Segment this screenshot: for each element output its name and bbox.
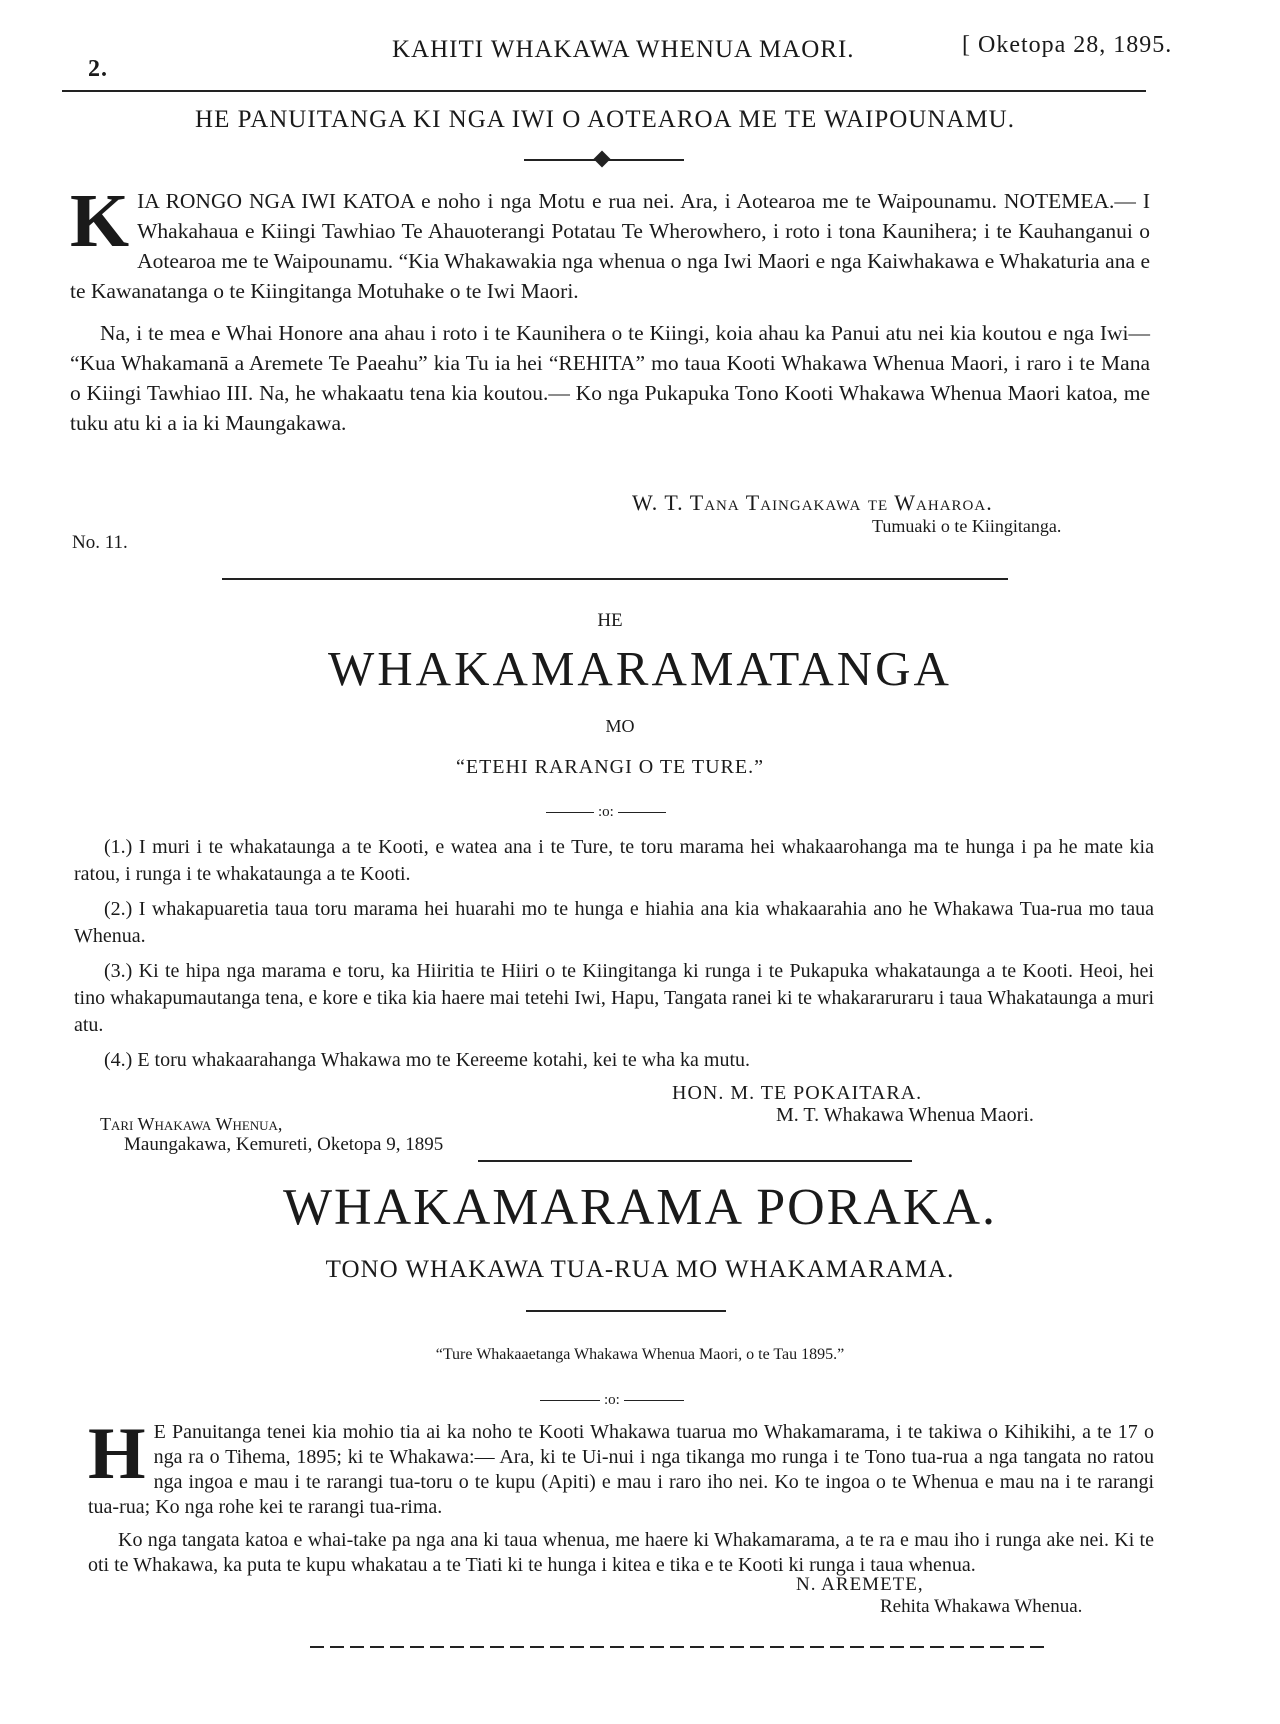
section-rule-2 bbox=[478, 1160, 912, 1162]
notice1-signatory: W. T. Tana Taingakawa te Waharoa. bbox=[632, 490, 993, 515]
notice3-subtitle: TONO WHAKAWA TUA-RUA MO WHAKAMARAMA. bbox=[325, 1256, 955, 1283]
header-rule bbox=[62, 90, 1146, 92]
notice3-signatory-title: Rehita Whakawa Whenua. bbox=[880, 1596, 1083, 1617]
divider-text: :o: bbox=[604, 1392, 620, 1408]
notice3-divider bbox=[540, 1392, 684, 1409]
notice2-signatory: HON. M. TE POKAITARA. bbox=[672, 1082, 923, 1104]
notice1-signatory-title: Tumuaki o te Kiingitanga. bbox=[872, 516, 1062, 536]
section-rule-1 bbox=[222, 578, 1008, 580]
notice2-item: (4.) E toru whakaarahanga Whakawa mo te Kereeme kotahi, kei te wha ka mutu. bbox=[104, 1049, 751, 1071]
header-date: [ Oketopa 28, 1895. bbox=[962, 32, 1173, 58]
notice1-heading: HE PANUITANGA KI NGA IWI O AOTEAROA ME TE WAIPOUNAMU. bbox=[195, 106, 1015, 133]
notice2-office: Tari Whakawa Whenua, bbox=[100, 1114, 283, 1134]
page-number: 2. bbox=[88, 56, 108, 82]
notice2-items bbox=[74, 834, 1154, 1082]
notice3-title: WHAKAMARAMA PORAKA. bbox=[282, 1179, 998, 1236]
notice3-paragraph-2: Ko nga tangata katoa e whai-take pa nga ana ki taua whenua, me haere ki Whakamarama, a te ra e mau iho i runga ake nei. Ki te oti te Whakawa, ka puta te kupu whakatau a te Tiati ki te hunga i kitea e tika e te Kooti ki runga i taua whenua. bbox=[88, 1529, 1154, 1576]
notice2-subtitle: “ETEHI RARANGI O TE TURE.” bbox=[456, 756, 764, 778]
footer-rule bbox=[310, 1646, 1050, 1648]
dropcap-k: K bbox=[70, 179, 130, 263]
notice1-paragraph-2: Na, i te mea e Whai Honore ana ahau i roto i te Kaunihera o te Kiingi, koia ahau ka Panui atu nei kia koutou e nga Iwi— “Kua Whakamanā a Aremete Te Paeahu” kia Tu ia hei “REHITA” mo taua Kooti Whakawa Whenua Maori, i raro i te Mana o Kiingi Tawhiao III. Na, he whakaatu tena kia koutou.— Ko nga Pukapuka Tono Kooti Whakawa Whenua Maori katoa, me tuku atu ki a ia ki Maungakawa. bbox=[70, 321, 1150, 435]
notice1-number: No. 11. bbox=[72, 532, 128, 553]
heading-ornament bbox=[524, 152, 684, 168]
notice2-title: WHAKAMARAMATANGA bbox=[328, 641, 952, 696]
notice2-item: (2.) I whakapuaretia taua toru marama hei huarahi mo te hunga e hiahia ana kia whakaarahia ano he Whakawa Tua-rua mo taua Whenua. bbox=[74, 898, 1154, 947]
divider-text: :o: bbox=[598, 804, 614, 820]
notice3-act: “Ture Whakaaetanga Whakawa Whenua Maori, o te Tau 1895.” bbox=[435, 1346, 845, 1363]
gazette-title: KAHITI WHAKAWA WHENUA MAORI. bbox=[392, 36, 855, 63]
notice1-body bbox=[70, 179, 1150, 446]
notice3-signatory: N. AREMETE, bbox=[796, 1574, 924, 1595]
notice2-mo: MO bbox=[605, 716, 635, 736]
notice3-body bbox=[88, 1413, 1154, 1586]
notice2-item: (1.) I muri i te whakataunga a te Kooti, e watea ana i te Ture, te toru marama hei whakaarohanga ma te hunga i pa he mate kia ratou, i runga i te whakataunga a te Kooti. bbox=[74, 836, 1154, 885]
notice2-signatory-title: M. T. Whakawa Whenua Maori. bbox=[776, 1104, 1034, 1126]
notice1-paragraph-1: IA RONGO NGA IWI KATOA e noho i nga Motu e rua nei. Ara, i Aotearoa me te Waipounamu. NOTEMEA.— I Whakahaua e Kiingi Tawhiao Te Ahauoterangi Potatau Te Wherowhero, i roto i tona Kaunihera; i te Kauhanganui o Aotearoa me te Waipounamu. “Kia Whakawakia nga whenua o nga Iwi Maori e nga Kaiwhakawa e Whakaturia ana e te Kawanatanga o te Kiingitanga Motuhake o te Iwi Maori. bbox=[70, 189, 1150, 303]
notice2-divider bbox=[546, 804, 666, 821]
dropcap-h: H bbox=[88, 1413, 146, 1495]
notice2-item: (3.) Ki te hipa nga marama e toru, ka Hiiritia te Hiiri o te Kiingitanga ki runga i te Pukapuka whakataunga a te Kooti. Heoi, hei tino whakapumautanga tena, e kore e tika kia haere mai tetehi Iwi, Hapu, Tangata ranei ki te whakararuraru i taua Whakataunga a muri atu. bbox=[74, 960, 1154, 1036]
notice3-paragraph-1: E Panuitanga tenei kia mohio tia ai ka noho te Kooti Whakawa tuarua mo Whakamarama, i te takiwa o Kihikihi, a te 17 o nga ra o Tihema, 1895; ki te Whakawa:— Ara, ki te Ui-nui i nga tikanga mo runga i te Tono tua-rua a nga tangata no ratou nga ingoa e mau i te rarangi tua-toru o te kupu (Apiti) e mau i raro iho nei. Ko te ingoa o te Whenua e mau na i te rarangi tua-rua; Ko nga rohe kei te rarangi tua-rima. bbox=[88, 1421, 1154, 1518]
section-rule-3 bbox=[526, 1310, 726, 1312]
notice2-place-date: Maungakawa, Kemureti, Oketopa 9, 1895 bbox=[124, 1134, 444, 1155]
notice2-pre: HE bbox=[597, 610, 623, 631]
